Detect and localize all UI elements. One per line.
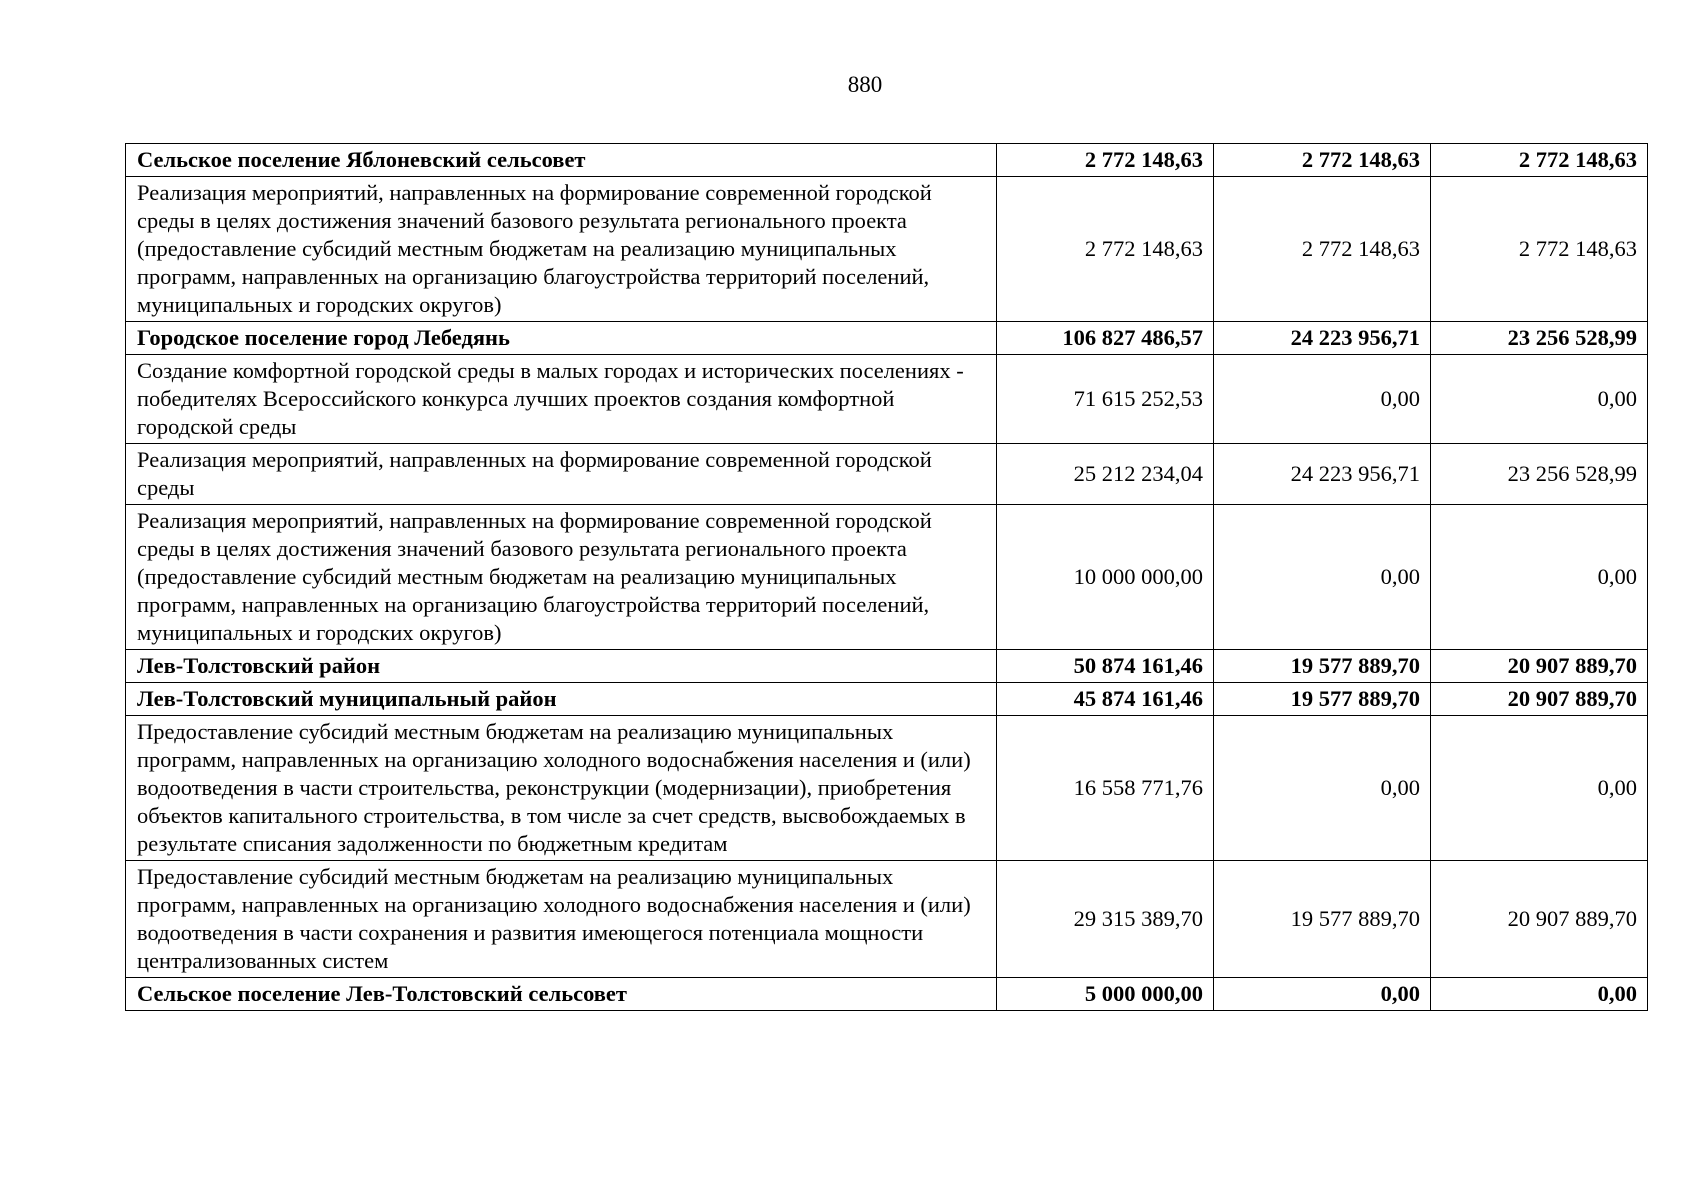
amount-cell: 0,00 <box>1214 716 1431 861</box>
table-section-row <box>126 322 1648 355</box>
table-row <box>126 444 1648 505</box>
table-row <box>126 505 1648 650</box>
amount-cell: 71 615 252,53 <box>997 355 1214 444</box>
table-row <box>126 355 1648 444</box>
amount-cell: 19 577 889,70 <box>1214 650 1431 683</box>
amount-cell: 25 212 234,04 <box>997 444 1214 505</box>
row-name-cell: Сельское поселение Лев-Толстовский сельсовет <box>126 978 997 1011</box>
amount-cell: 50 874 161,46 <box>997 650 1214 683</box>
table-section-row <box>126 978 1648 1011</box>
amount-cell: 45 874 161,46 <box>997 683 1214 716</box>
amount-cell: 23 256 528,99 <box>1431 322 1648 355</box>
page-number: 880 <box>847 72 883 97</box>
amount-cell: 19 577 889,70 <box>1214 683 1431 716</box>
amount-cell: 20 907 889,70 <box>1431 683 1648 716</box>
amount-cell: 24 223 956,71 <box>1214 322 1431 355</box>
amount-cell: 10 000 000,00 <box>997 505 1214 650</box>
amount-cell: 0,00 <box>1214 505 1431 650</box>
amount-cell: 19 577 889,70 <box>1214 861 1431 978</box>
row-name-cell: Предоставление субсидий местным бюджетам на реализацию муниципальных программ, направленных на организацию холодного водоснабжения населения и (или) водоотведения в части сохранения и развития имеющегося потенциала мощности централизованных систем <box>126 861 997 978</box>
amount-cell: 2 772 148,63 <box>997 177 1214 322</box>
row-name-cell: Реализация мероприятий, направленных на формирование современной городской среды <box>126 444 997 505</box>
amount-cell: 106 827 486,57 <box>997 322 1214 355</box>
amount-cell: 2 772 148,63 <box>1214 177 1431 322</box>
row-name-cell: Лев-Толстовский муниципальный район <box>126 683 997 716</box>
amount-cell: 16 558 771,76 <box>997 716 1214 861</box>
amount-cell: 0,00 <box>1214 355 1431 444</box>
row-name-cell: Городское поселение город Лебедянь <box>126 322 997 355</box>
amount-cell: 23 256 528,99 <box>1431 444 1648 505</box>
table-row <box>126 716 1648 861</box>
amount-cell: 5 000 000,00 <box>997 978 1214 1011</box>
row-name-cell: Лев-Толстовский район <box>126 650 997 683</box>
row-name-cell: Сельское поселение Яблоневский сельсовет <box>126 144 997 177</box>
row-name-cell: Реализация мероприятий, направленных на формирование современной городской среды в целях достижения значений базового результата регионального проекта (предоставление субсидий местным бюджетам на реализацию муниципальных программ, направленных на организацию благоустройства территорий поселений, муниципальных и городских округов) <box>126 505 997 650</box>
table-row <box>126 861 1648 978</box>
amount-cell: 24 223 956,71 <box>1214 444 1431 505</box>
table-section-row <box>126 650 1648 683</box>
row-name-cell: Предоставление субсидий местным бюджетам на реализацию муниципальных программ, направленных на организацию холодного водоснабжения населения и (или) водоотведения в части строительства, реконструкции (модернизации), приобретения объектов капитального строительства, в том числе за счет средств, высвобождаемых в результате списания задолженности по бюджетным кредитам <box>126 716 997 861</box>
amount-cell: 2 772 148,63 <box>1431 144 1648 177</box>
budget-table-body <box>126 144 1648 1011</box>
amount-cell: 2 772 148,63 <box>1431 177 1648 322</box>
amount-cell: 0,00 <box>1431 505 1648 650</box>
amount-cell: 0,00 <box>1431 355 1648 444</box>
amount-cell: 29 315 389,70 <box>997 861 1214 978</box>
amount-cell: 20 907 889,70 <box>1431 861 1648 978</box>
amount-cell: 0,00 <box>1214 978 1431 1011</box>
budget-table <box>125 143 1648 1011</box>
amount-cell: 2 772 148,63 <box>1214 144 1431 177</box>
table-section-row <box>126 683 1648 716</box>
row-name-cell: Создание комфортной городской среды в малых городах и исторических поселениях - победителях Всероссийского конкурса лучших проектов создания комфортной городской среды <box>126 355 997 444</box>
amount-cell: 20 907 889,70 <box>1431 650 1648 683</box>
table-row <box>126 177 1648 322</box>
table-section-row <box>126 144 1648 177</box>
amount-cell: 2 772 148,63 <box>997 144 1214 177</box>
amount-cell: 0,00 <box>1431 716 1648 861</box>
amount-cell: 0,00 <box>1431 978 1648 1011</box>
row-name-cell: Реализация мероприятий, направленных на формирование современной городской среды в целях достижения значений базового результата регионального проекта (предоставление субсидий местным бюджетам на реализацию муниципальных программ, направленных на организацию благоустройства территорий поселений, муниципальных и городских округов) <box>126 177 997 322</box>
